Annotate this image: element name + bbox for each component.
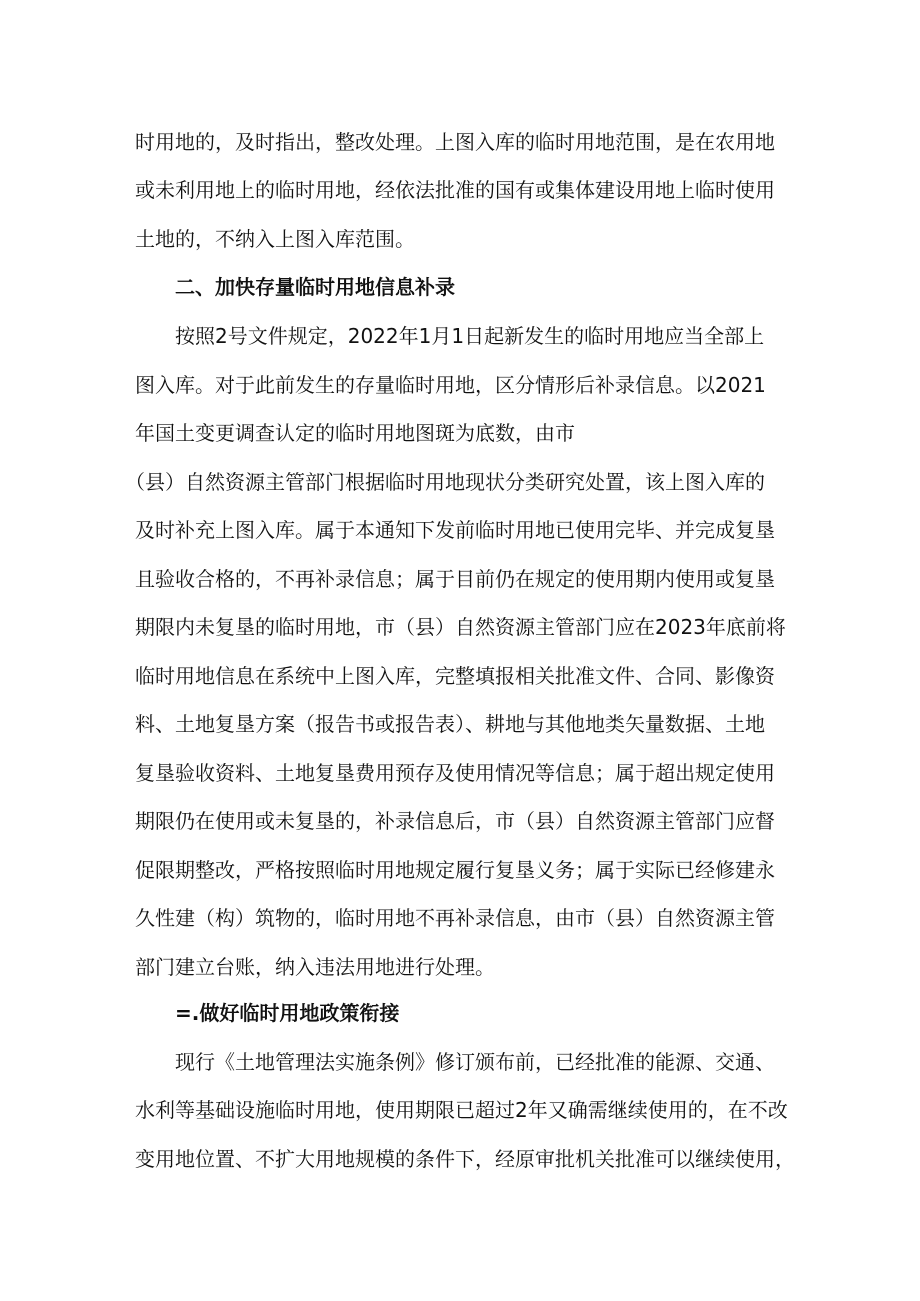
paragraph-line: 期限内未复垦的临时用地，市（县）自然资源主管部门应在2023年底前将 bbox=[135, 615, 786, 639]
paragraph-line: 或未利用地上的临时用地，经依法批准的国有或集体建设用地上临时使用 bbox=[135, 178, 775, 202]
paragraph-line: 久性建（构）筑物的，临时用地不再补录信息，由市（县）自然资源主管 bbox=[135, 906, 775, 930]
paragraph-line: 及时补充上图入库。属于本通知下发前临时用地已使用完毕、并完成复垦 bbox=[135, 518, 775, 542]
paragraph-line: 按照2号文件规定，2022年1月1日起新发生的临时用地应当全部上 bbox=[175, 324, 765, 348]
paragraph-line: 临时用地信息在系统中上图入库，完整填报相关批准文件、合同、影像资 bbox=[135, 664, 775, 688]
paragraph-line: 年国土变更调查认定的临时用地图斑为底数，由市 bbox=[135, 421, 575, 445]
paragraph-line: 部门建立台账，纳入违法用地进行处理。 bbox=[135, 955, 495, 979]
paragraph-line: 期限仍在使用或未复垦的，补录信息后，市（县）自然资源主管部门应督 bbox=[135, 809, 775, 833]
section-heading: 二、加快存量临时用地信息补录 bbox=[175, 275, 455, 299]
paragraph-line: 变用地位置、不扩大用地规模的条件下，经原审批机关批准可以继续使用， bbox=[135, 1147, 795, 1171]
paragraph-line: （县）自然资源主管部门根据临时用地现状分类研究处置，该上图入库的 bbox=[125, 470, 765, 494]
paragraph-line: 现行《土地管理法实施条例》修订颁布前，已经批准的能源、交通、 bbox=[175, 1050, 775, 1074]
paragraph-line: 图入库。对于此前发生的存量临时用地，区分情形后补录信息。以2021 bbox=[135, 373, 766, 397]
paragraph-line: 促限期整改，严格按照临时用地规定履行复垦义务；属于实际已经修建永 bbox=[135, 858, 775, 882]
paragraph-line: 时用地的，及时指出，整改处理。上图入库的临时用地范围，是在农用地 bbox=[135, 130, 775, 154]
section-heading: =.做好临时用地政策衔接 bbox=[175, 1001, 400, 1025]
paragraph-line: 料、土地复垦方案（报告书或报告表）、耕地与其他地类矢量数据、土地 bbox=[135, 712, 765, 736]
paragraph-line: 土地的，不纳入上图入库范围。 bbox=[135, 227, 415, 251]
paragraph-line: 且验收合格的，不再补录信息；属于目前仍在规定的使用期内使用或复垦 bbox=[135, 567, 775, 591]
paragraph-line: 复垦验收资料、土地复垦费用预存及使用情况等信息；属于超出规定使用 bbox=[135, 761, 775, 785]
paragraph-line: 水利等基础设施临时用地，使用期限已超过2年又确需继续使用的，在不改 bbox=[135, 1098, 788, 1122]
